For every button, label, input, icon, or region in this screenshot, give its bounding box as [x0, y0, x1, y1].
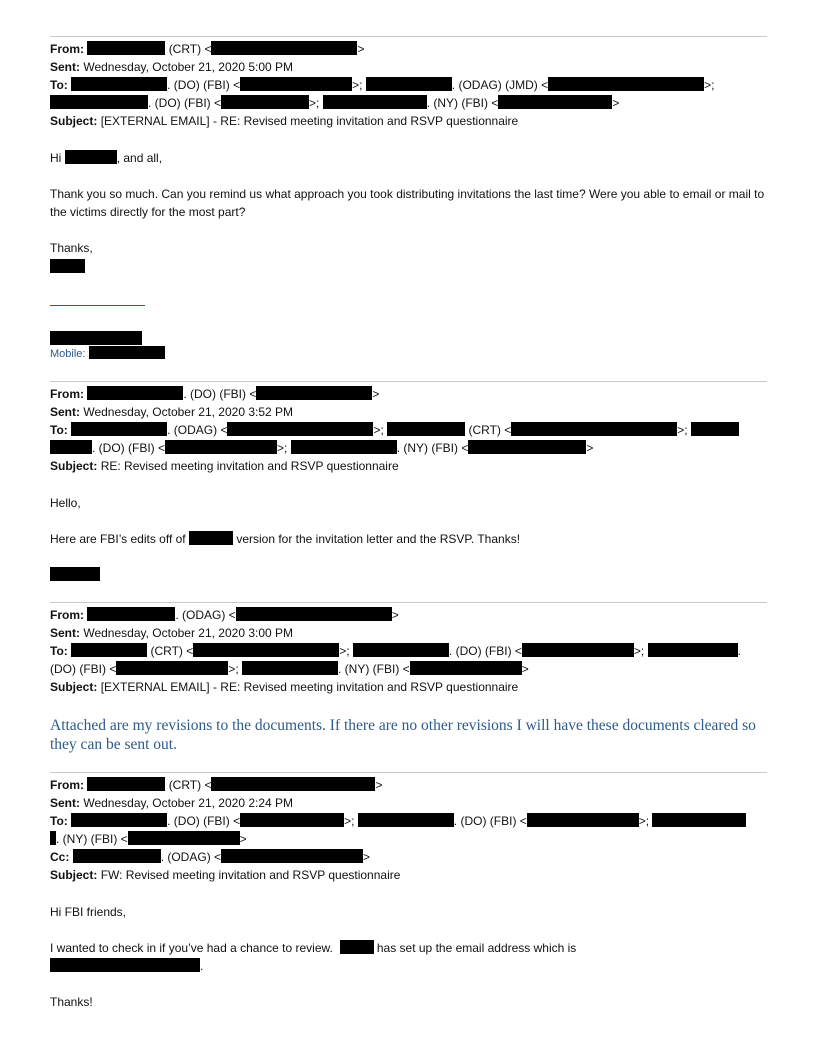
redaction	[498, 95, 612, 109]
to-line-cont	[50, 439, 767, 457]
from-org: . (ODAG) <	[175, 608, 236, 622]
mobile-label: Mobile:	[50, 348, 86, 360]
redaction	[366, 77, 452, 91]
signature-redaction	[50, 259, 85, 273]
punctuation: .	[737, 644, 741, 658]
bracket: >;	[277, 441, 288, 455]
signature-separator	[50, 305, 145, 306]
bracket: >	[612, 96, 620, 110]
to-line	[50, 812, 767, 830]
email-body-paragraph	[50, 185, 767, 221]
recipient-org: . (DO) (FBI) <	[453, 814, 527, 828]
greeting-text: Hi FBI friends,	[50, 905, 127, 919]
recipient-org: . (DO) (FBI) <	[92, 441, 165, 455]
bracket: >	[372, 387, 380, 401]
redaction	[242, 661, 338, 675]
body-text: Thank you so much. Can you remind us what approach you took distributing invitations the last time? Were you able to email or mail to the victims directly for the most part?	[50, 187, 765, 219]
subject-text: [EXTERNAL EMAIL] - RE: Revised meeting invitation and RSVP questionnaire	[100, 114, 519, 128]
greeting	[50, 494, 81, 512]
subject-label: Subject:	[50, 680, 98, 694]
divider	[50, 602, 767, 603]
from-org: . (DO) (FBI) <	[183, 387, 257, 401]
bracket: >;	[228, 662, 239, 676]
sent-date: Wednesday, October 21, 2020 3:00 PM	[83, 626, 294, 640]
subject-line	[50, 678, 767, 696]
greeting	[50, 149, 767, 167]
from-line	[50, 385, 767, 403]
redaction	[291, 440, 397, 454]
redaction	[71, 813, 167, 827]
redaction	[652, 813, 746, 827]
from-line	[50, 606, 767, 624]
sent-label: Sent:	[50, 626, 80, 640]
closing-text: Thanks!	[50, 995, 93, 1009]
redaction	[211, 777, 375, 791]
sent-date: Wednesday, October 21, 2020 2:24 PM	[83, 796, 294, 810]
bracket: >	[521, 662, 529, 676]
bracket: >	[363, 850, 371, 864]
from-line	[50, 776, 767, 794]
mobile-line	[50, 346, 165, 363]
redaction	[387, 422, 465, 436]
redaction	[227, 422, 373, 436]
from-label: From:	[50, 778, 84, 792]
redaction	[128, 831, 240, 845]
to-line-cont	[50, 660, 767, 678]
recipient-org: . (ODAG) (JMD) <	[451, 78, 549, 92]
bracket: >	[239, 832, 247, 846]
bracket: >;	[638, 814, 650, 828]
email-body-paragraph	[50, 530, 767, 548]
redaction	[240, 813, 344, 827]
to-label: To:	[50, 644, 68, 658]
redaction	[50, 95, 148, 109]
redaction	[87, 607, 175, 621]
recipient-org: (CRT) <	[468, 423, 512, 437]
redaction	[87, 777, 165, 791]
recipient-org: . (NY) (FBI) <	[426, 96, 499, 110]
bracket: >;	[677, 423, 688, 437]
email-header	[50, 40, 767, 130]
bracket: >;	[309, 96, 320, 110]
from-org: (CRT) <	[168, 778, 212, 792]
redaction	[50, 958, 200, 972]
body-text-part: I wanted to check in if you’ve had a chance to review.	[50, 941, 333, 955]
cc-line	[50, 848, 767, 866]
redaction	[236, 607, 392, 621]
from-org: (CRT) <	[168, 42, 212, 56]
sent-date: Wednesday, October 21, 2020 5:00 PM	[83, 60, 294, 74]
sent-date: Wednesday, October 21, 2020 3:52 PM	[83, 405, 294, 419]
email-header	[50, 385, 767, 475]
redaction	[165, 440, 277, 454]
redaction	[189, 531, 233, 545]
redaction	[548, 77, 704, 91]
redaction	[89, 346, 165, 359]
bracket: >;	[339, 644, 350, 658]
subject-label: Subject:	[50, 459, 98, 473]
email-body-paragraph	[50, 939, 767, 975]
redaction	[340, 940, 374, 954]
body-text	[50, 939, 767, 957]
redaction	[71, 643, 147, 657]
from-label: From:	[50, 387, 84, 401]
greeting	[50, 903, 126, 921]
sent-line	[50, 58, 767, 76]
to-line	[50, 76, 767, 94]
closing	[50, 993, 93, 1011]
subject-label: Subject:	[50, 868, 98, 882]
bracket: >	[391, 608, 399, 622]
bracket: >;	[352, 78, 363, 92]
body-text-cont	[50, 957, 767, 975]
subject-text: RE: Revised meeting invitation and RSVP questionnaire	[100, 459, 399, 473]
bracket: >	[375, 778, 383, 792]
closing-text: Thanks,	[50, 241, 93, 255]
redaction	[511, 422, 677, 436]
bracket: >;	[633, 644, 645, 658]
redaction	[323, 95, 427, 109]
redaction	[73, 849, 161, 863]
bracket: >	[586, 441, 594, 455]
from-label: From:	[50, 42, 84, 56]
redaction	[256, 386, 372, 400]
redaction	[71, 77, 167, 91]
to-line	[50, 642, 767, 660]
email-header	[50, 606, 767, 696]
redaction	[240, 77, 352, 91]
recipient-org: . (NY) (FBI) <	[56, 832, 128, 846]
recipient-org: . (DO) (FBI) <	[167, 814, 241, 828]
sent-line	[50, 403, 767, 421]
redaction	[71, 422, 167, 436]
redaction	[211, 41, 357, 55]
recipient-org: . (DO) (FBI) <	[148, 96, 221, 110]
to-line-cont	[50, 94, 767, 112]
redaction	[193, 643, 339, 657]
subject-line	[50, 866, 767, 884]
divider	[50, 772, 767, 773]
redaction	[221, 95, 309, 109]
email-body-paragraph	[50, 716, 767, 754]
from-label: From:	[50, 608, 84, 622]
bracket: >;	[704, 78, 715, 92]
redaction	[358, 813, 454, 827]
bracket: >	[357, 42, 365, 56]
to-line-cont	[50, 830, 767, 848]
redaction	[691, 422, 739, 436]
recipient-org: . (DO) (FBI) <	[448, 644, 522, 658]
greeting-text: Hello,	[50, 496, 81, 510]
sent-line	[50, 794, 767, 812]
recipient-org: . (NY) (FBI) <	[338, 662, 410, 676]
body-text-part: version for the invitation letter and the RSVP. Thanks!	[236, 532, 521, 546]
punctuation: .	[200, 959, 204, 973]
sent-label: Sent:	[50, 60, 80, 74]
subject-label: Subject:	[50, 114, 98, 128]
redaction	[522, 643, 634, 657]
email-body	[50, 149, 767, 167]
recipient-org: (CRT) <	[150, 644, 194, 658]
redaction	[648, 643, 738, 657]
email-header	[50, 776, 767, 884]
greeting-text: Hi	[50, 151, 62, 165]
redaction	[65, 150, 117, 164]
body-text	[50, 530, 767, 548]
redaction	[87, 41, 165, 55]
recipient-org: (DO) (FBI) <	[50, 662, 117, 676]
redaction	[468, 440, 586, 454]
redaction	[87, 386, 183, 400]
divider	[50, 36, 767, 37]
redaction	[410, 661, 522, 675]
to-label: To:	[50, 423, 68, 437]
closing	[50, 239, 93, 257]
redaction	[116, 661, 228, 675]
signature-name-redaction	[50, 331, 142, 345]
from-line	[50, 40, 767, 58]
bracket: >;	[344, 814, 355, 828]
sent-label: Sent:	[50, 405, 80, 419]
recipient-org: . (DO) (FBI) <	[167, 78, 241, 92]
body-text: Attached are my revisions to the documents. If there are no other revisions I will have these documents cleared so they can be sent out.	[50, 717, 756, 753]
sent-label: Sent:	[50, 796, 80, 810]
subject-text: FW: Revised meeting invitation and RSVP questionnaire	[100, 868, 401, 882]
recipient-org: . (ODAG) <	[167, 423, 228, 437]
body-text-part: Here are FBI’s edits off of	[50, 532, 186, 546]
subject-text: [EXTERNAL EMAIL] - RE: Revised meeting invitation and RSVP questionnaire	[100, 680, 519, 694]
cc-org: . (ODAG) <	[160, 850, 222, 864]
greeting-text: , and all,	[116, 151, 163, 165]
to-line	[50, 421, 767, 439]
divider	[50, 381, 767, 382]
redaction	[221, 849, 363, 863]
redaction	[527, 813, 639, 827]
redaction	[353, 643, 449, 657]
recipient-org: . (NY) (FBI) <	[396, 441, 469, 455]
redaction	[50, 440, 92, 454]
bracket: >;	[373, 423, 384, 437]
subject-line	[50, 457, 767, 475]
subject-line	[50, 112, 767, 130]
cc-label: Cc:	[50, 850, 70, 864]
to-label: To:	[50, 78, 68, 92]
signature-redaction	[50, 567, 100, 581]
to-label: To:	[50, 814, 68, 828]
body-text-part: has set up the email address which is	[376, 941, 577, 955]
sent-line	[50, 624, 767, 642]
